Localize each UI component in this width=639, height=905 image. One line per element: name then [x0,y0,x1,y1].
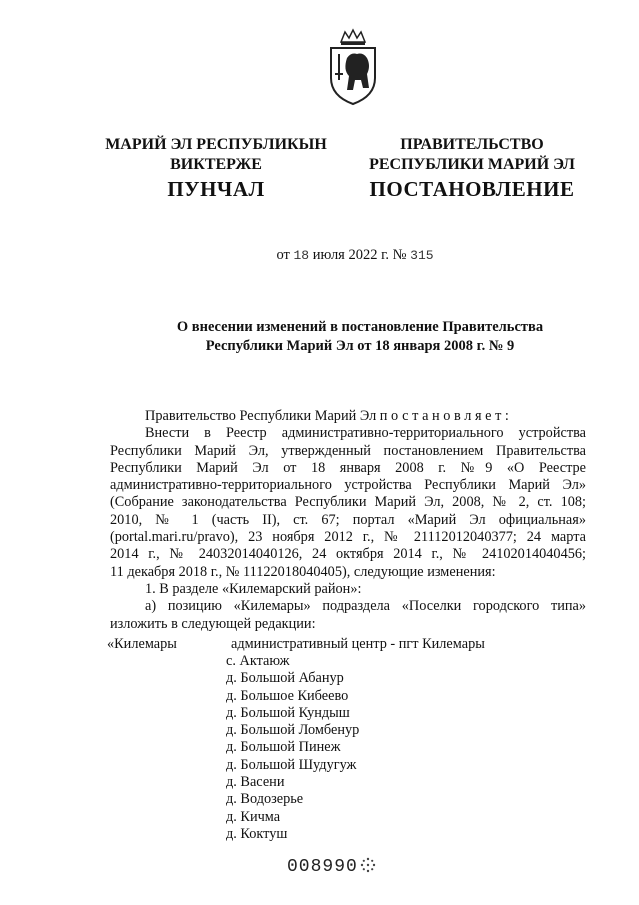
item-a-line2: изложить в следующей редакции: [110,615,316,632]
number-sign: № [392,247,407,263]
entry-description: административный центр - пгт Килемары [231,636,485,652]
list-item: д. Васени [226,774,285,791]
header-right-line2: РЕСПУБЛИКИ МАРИЙ ЭЛ [369,156,575,173]
decree-subject [120,318,600,356]
body-line: Внести в Реестр административно-территориального устройства [145,425,586,442]
body-line: (portal.mari.ru/pravo), 23 ноября 2012 г., № 21112012040377; 24 марта [110,529,586,546]
body-line: административно-территориального устройства Республики Марий Эл» [110,477,586,494]
date-month-year: июля 2022 г. [312,247,390,263]
body-line: Республики Марий Эл, утвержденный постановлением Правительства [110,442,586,459]
header-right-line1: ПРАВИТЕЛЬСТВО [400,136,544,153]
list-item: д. Кичма [226,808,281,825]
list-item: д. Большой Пинеж [226,739,341,756]
header-left-line2: ВИКТЕРЖЕ [170,156,262,173]
decree-body [110,408,586,633]
decree-intro-text: Правительство Республики Марий Эл [145,408,377,424]
decree-word: постановляет: [379,408,513,424]
body-line: (Собрание законодательства Республики Марий Эл, 2008, № 2, ст. 108; [110,494,586,511]
entry-name: «Килемары [107,636,177,652]
list-item: д. Большой Кундыш [226,704,350,721]
list-item: с. Актаюж [226,653,290,669]
header-left-title: ПУНЧАЛ [167,177,265,201]
body-line-last: 11 декабря 2018 г., № 11122018040405), следующие изменения: [110,563,496,580]
body-line: 2010, № 1 (часть II), ст. 67; портал «Марий Эл официальная» [110,511,586,528]
settlement-list [226,653,359,843]
serial-number: 008990 [287,857,358,877]
list-item: д. Большое Кибеево [226,687,349,704]
coat-of-arms-icon [327,28,379,106]
item-1: 1. В разделе «Килемарский район»: [145,580,362,597]
list-item: д. Коктуш [226,825,288,842]
list-item: д. Большой Шудугуж [226,756,357,773]
decree-intro [110,408,586,425]
decree-number: 315 [410,248,434,263]
list-item: д. Водозерье [226,791,304,808]
body-line: Республики Марий Эл от 18 января 2008 г. №9 «О Реестре [110,459,586,476]
list-item: д. Большой Абанур [226,670,344,687]
seal-dots-icon [360,857,376,873]
list-item: д. Большой Ломбенур [226,722,360,739]
item-a-line1: а) позицию «Килемары» подраздела «Поселки городского типа» [145,598,586,615]
subject-line2: Республики Марий Эл от 18 января 2008 г. № 9 [205,338,515,354]
header-right-title: ПОСТАНОВЛЕНИЕ [369,177,575,201]
decree-date-line [0,247,639,264]
date-day: 18 [293,248,310,263]
body-line: 2014 г., № 24032014040126, 24 октября 2014 г., № 24102014040456; [110,546,586,563]
header-left-line1: МАРИЙ ЭЛ РЕСПУБЛИКЫН [105,136,327,153]
date-prefix: от [276,247,290,263]
subject-line1: О внесении изменений в постановление Правительства [176,319,544,335]
